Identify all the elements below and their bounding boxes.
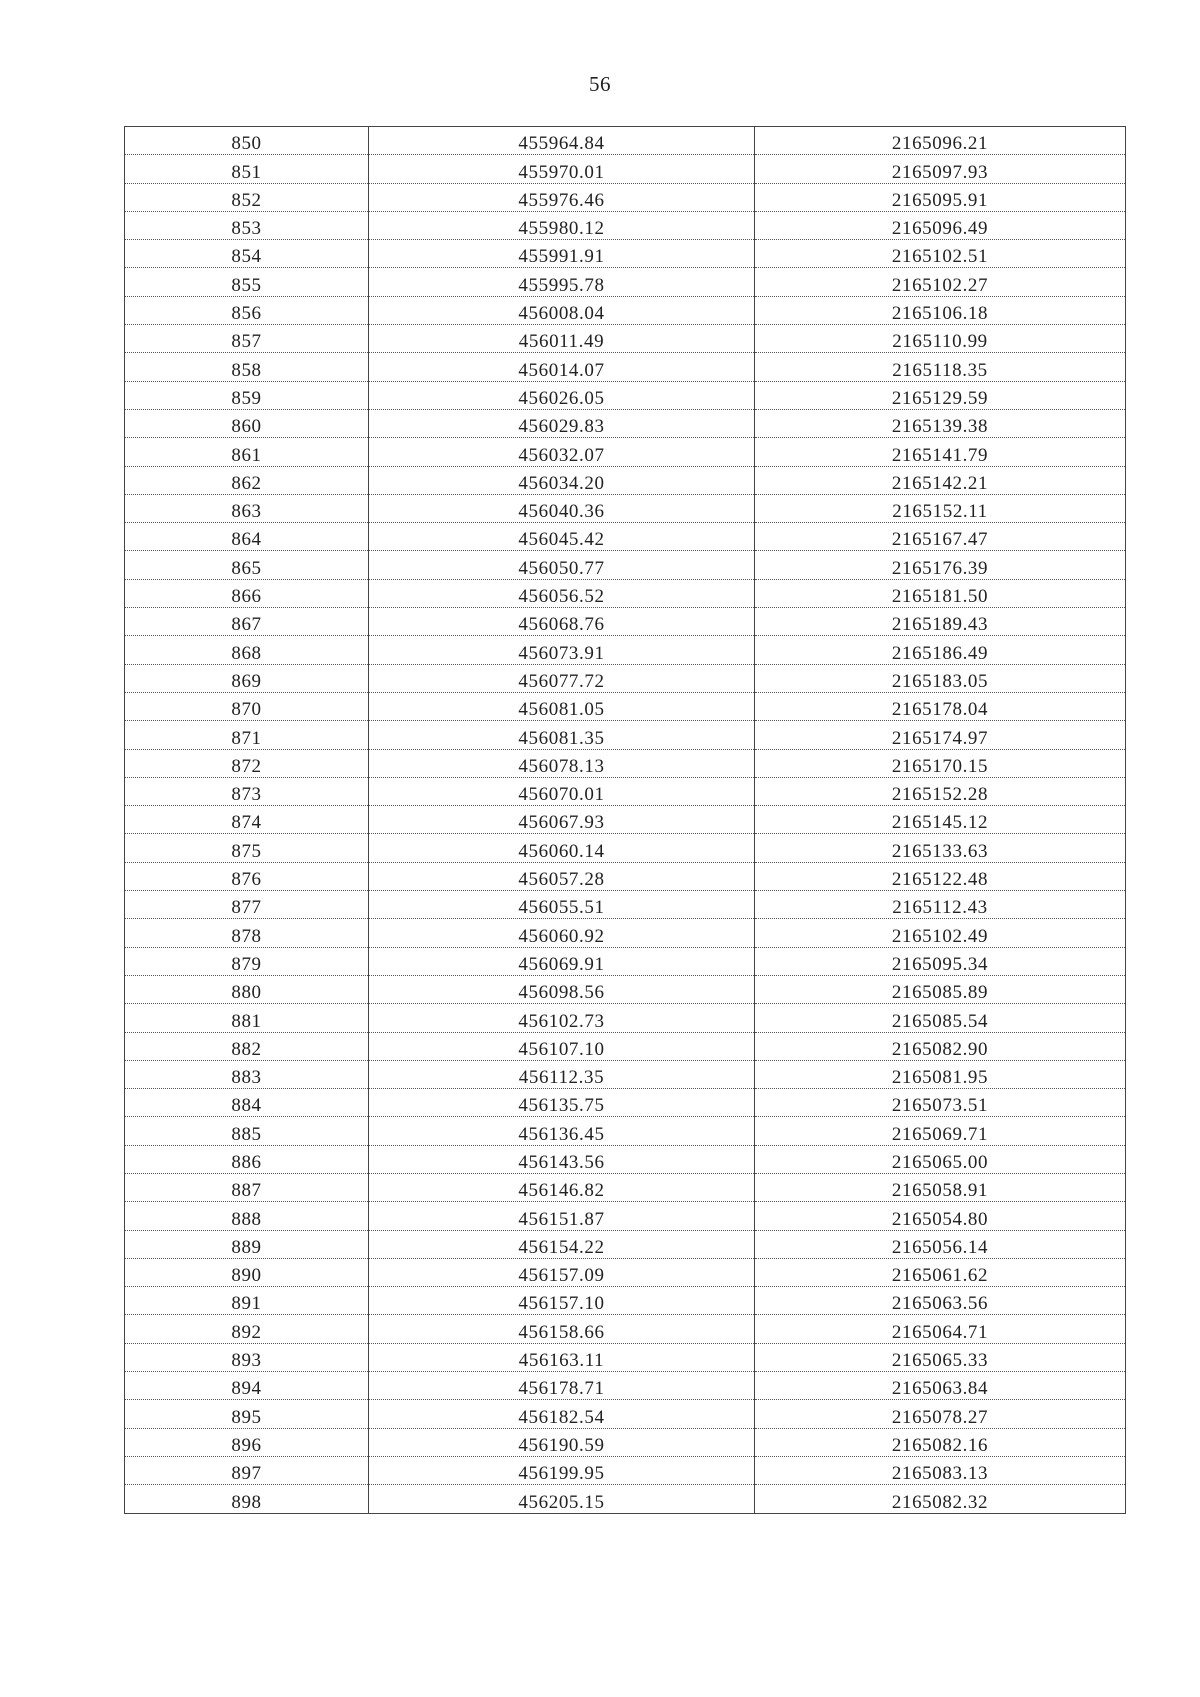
x-coordinate-cell: 456026.05	[369, 381, 755, 409]
table-row	[125, 353, 1126, 381]
x-coordinate-cell: 456050.77	[369, 551, 755, 579]
table-row	[125, 919, 1126, 947]
table-row	[125, 749, 1126, 777]
x-coordinate-cell: 456135.75	[369, 1089, 755, 1117]
point-number-cell: 859	[125, 381, 369, 409]
y-coordinate-cell: 2165085.89	[755, 975, 1126, 1003]
y-coordinate-cell: 2165095.91	[755, 183, 1126, 211]
y-coordinate-cell: 2165152.28	[755, 777, 1126, 805]
y-coordinate-cell: 2165122.48	[755, 862, 1126, 890]
table-row	[125, 806, 1126, 834]
x-coordinate-cell: 456032.07	[369, 438, 755, 466]
x-coordinate-cell: 456146.82	[369, 1173, 755, 1201]
table-row	[125, 523, 1126, 551]
x-coordinate-cell: 456136.45	[369, 1117, 755, 1145]
point-number-cell: 868	[125, 636, 369, 664]
y-coordinate-cell: 2165063.84	[755, 1372, 1126, 1400]
table-row	[125, 551, 1126, 579]
x-coordinate-cell: 456157.10	[369, 1287, 755, 1315]
table-row	[125, 1145, 1126, 1173]
y-coordinate-cell: 2165139.38	[755, 409, 1126, 437]
point-number-cell: 871	[125, 721, 369, 749]
point-number-cell: 881	[125, 1004, 369, 1032]
y-coordinate-cell: 2165112.43	[755, 891, 1126, 919]
x-coordinate-cell: 455970.01	[369, 155, 755, 183]
page-number: 56	[589, 72, 611, 96]
x-coordinate-cell: 456011.49	[369, 325, 755, 353]
x-coordinate-cell: 456045.42	[369, 523, 755, 551]
table-row	[125, 494, 1126, 522]
table-row	[125, 466, 1126, 494]
y-coordinate-cell: 2165141.79	[755, 438, 1126, 466]
x-coordinate-cell: 456205.15	[369, 1485, 755, 1513]
point-number-cell: 867	[125, 608, 369, 636]
x-coordinate-cell: 456040.36	[369, 494, 755, 522]
x-coordinate-cell: 456077.72	[369, 664, 755, 692]
table-row	[125, 1004, 1126, 1032]
coordinates-table	[124, 126, 1126, 1514]
table-row	[125, 1428, 1126, 1456]
x-coordinate-cell: 456143.56	[369, 1145, 755, 1173]
x-coordinate-cell: 456107.10	[369, 1032, 755, 1060]
x-coordinate-cell: 456029.83	[369, 409, 755, 437]
point-number-cell: 866	[125, 579, 369, 607]
point-number-cell: 864	[125, 523, 369, 551]
table-row	[125, 834, 1126, 862]
x-coordinate-cell: 456070.01	[369, 777, 755, 805]
table-row	[125, 1485, 1126, 1513]
x-coordinate-cell: 455995.78	[369, 268, 755, 296]
point-number-cell: 898	[125, 1485, 369, 1513]
table-row	[125, 721, 1126, 749]
x-coordinate-cell: 456154.22	[369, 1230, 755, 1258]
x-coordinate-cell: 456081.05	[369, 692, 755, 720]
y-coordinate-cell: 2165152.11	[755, 494, 1126, 522]
point-number-cell: 873	[125, 777, 369, 805]
point-number-cell: 850	[125, 127, 369, 155]
x-coordinate-cell: 456073.91	[369, 636, 755, 664]
x-coordinate-cell: 456078.13	[369, 749, 755, 777]
x-coordinate-cell: 456178.71	[369, 1372, 755, 1400]
y-coordinate-cell: 2165096.21	[755, 127, 1126, 155]
table-row	[125, 1089, 1126, 1117]
point-number-cell: 860	[125, 409, 369, 437]
table-row	[125, 155, 1126, 183]
x-coordinate-cell: 456199.95	[369, 1456, 755, 1484]
x-coordinate-cell: 456008.04	[369, 296, 755, 324]
y-coordinate-cell: 2165064.71	[755, 1315, 1126, 1343]
point-number-cell: 885	[125, 1117, 369, 1145]
x-coordinate-cell: 456067.93	[369, 806, 755, 834]
table-row	[125, 1287, 1126, 1315]
point-number-cell: 858	[125, 353, 369, 381]
x-coordinate-cell: 456112.35	[369, 1060, 755, 1088]
x-coordinate-cell: 456163.11	[369, 1343, 755, 1371]
point-number-cell: 872	[125, 749, 369, 777]
point-number-cell: 875	[125, 834, 369, 862]
point-number-cell: 874	[125, 806, 369, 834]
point-number-cell: 877	[125, 891, 369, 919]
y-coordinate-cell: 2165174.97	[755, 721, 1126, 749]
table-row	[125, 127, 1126, 155]
y-coordinate-cell: 2165178.04	[755, 692, 1126, 720]
x-coordinate-cell: 456182.54	[369, 1400, 755, 1428]
point-number-cell: 897	[125, 1456, 369, 1484]
y-coordinate-cell: 2165167.47	[755, 523, 1126, 551]
point-number-cell: 855	[125, 268, 369, 296]
y-coordinate-cell: 2165085.54	[755, 1004, 1126, 1032]
y-coordinate-cell: 2165054.80	[755, 1202, 1126, 1230]
x-coordinate-cell: 456060.14	[369, 834, 755, 862]
x-coordinate-cell: 456056.52	[369, 579, 755, 607]
table-row	[125, 438, 1126, 466]
table-row	[125, 608, 1126, 636]
y-coordinate-cell: 2165145.12	[755, 806, 1126, 834]
x-coordinate-cell: 456098.56	[369, 975, 755, 1003]
point-number-cell: 876	[125, 862, 369, 890]
point-number-cell: 891	[125, 1287, 369, 1315]
point-number-cell: 884	[125, 1089, 369, 1117]
table-row	[125, 1400, 1126, 1428]
point-number-cell: 863	[125, 494, 369, 522]
y-coordinate-cell: 2165129.59	[755, 381, 1126, 409]
table-row	[125, 183, 1126, 211]
point-number-cell: 880	[125, 975, 369, 1003]
table-row	[125, 1032, 1126, 1060]
x-coordinate-cell: 456068.76	[369, 608, 755, 636]
table-row	[125, 1456, 1126, 1484]
y-coordinate-cell: 2165065.33	[755, 1343, 1126, 1371]
y-coordinate-cell: 2165118.35	[755, 353, 1126, 381]
point-number-cell: 853	[125, 211, 369, 239]
y-coordinate-cell: 2165095.34	[755, 947, 1126, 975]
y-coordinate-cell: 2165069.71	[755, 1117, 1126, 1145]
y-coordinate-cell: 2165133.63	[755, 834, 1126, 862]
table-row	[125, 692, 1126, 720]
table-row	[125, 1202, 1126, 1230]
y-coordinate-cell: 2165176.39	[755, 551, 1126, 579]
point-number-cell: 889	[125, 1230, 369, 1258]
table-row	[125, 1230, 1126, 1258]
x-coordinate-cell: 456157.09	[369, 1258, 755, 1286]
y-coordinate-cell: 2165082.90	[755, 1032, 1126, 1060]
table-row	[125, 636, 1126, 664]
point-number-cell: 892	[125, 1315, 369, 1343]
y-coordinate-cell: 2165082.32	[755, 1485, 1126, 1513]
y-coordinate-cell: 2165096.49	[755, 211, 1126, 239]
y-coordinate-cell: 2165083.13	[755, 1456, 1126, 1484]
point-number-cell: 894	[125, 1372, 369, 1400]
table-row	[125, 240, 1126, 268]
table-row	[125, 1343, 1126, 1371]
y-coordinate-cell: 2165073.51	[755, 1089, 1126, 1117]
x-coordinate-cell: 456055.51	[369, 891, 755, 919]
y-coordinate-cell: 2165110.99	[755, 325, 1126, 353]
y-coordinate-cell: 2165181.50	[755, 579, 1126, 607]
point-number-cell: 887	[125, 1173, 369, 1201]
y-coordinate-cell: 2165102.51	[755, 240, 1126, 268]
table-row	[125, 664, 1126, 692]
point-number-cell: 857	[125, 325, 369, 353]
x-coordinate-cell: 456151.87	[369, 1202, 755, 1230]
x-coordinate-cell: 456190.59	[369, 1428, 755, 1456]
y-coordinate-cell: 2165097.93	[755, 155, 1126, 183]
table-row	[125, 975, 1126, 1003]
y-coordinate-cell: 2165082.16	[755, 1428, 1126, 1456]
table-row	[125, 296, 1126, 324]
point-number-cell: 895	[125, 1400, 369, 1428]
point-number-cell: 896	[125, 1428, 369, 1456]
point-number-cell: 893	[125, 1343, 369, 1371]
y-coordinate-cell: 2165063.56	[755, 1287, 1126, 1315]
x-coordinate-cell: 456069.91	[369, 947, 755, 975]
point-number-cell: 869	[125, 664, 369, 692]
y-coordinate-cell: 2165102.49	[755, 919, 1126, 947]
y-coordinate-cell: 2165061.62	[755, 1258, 1126, 1286]
point-number-cell: 865	[125, 551, 369, 579]
table-row	[125, 268, 1126, 296]
point-number-cell: 856	[125, 296, 369, 324]
point-number-cell: 861	[125, 438, 369, 466]
table-row	[125, 1060, 1126, 1088]
table-row	[125, 891, 1126, 919]
table-row	[125, 409, 1126, 437]
point-number-cell: 886	[125, 1145, 369, 1173]
y-coordinate-cell: 2165142.21	[755, 466, 1126, 494]
y-coordinate-cell: 2165078.27	[755, 1400, 1126, 1428]
table-row	[125, 862, 1126, 890]
point-number-cell: 883	[125, 1060, 369, 1088]
x-coordinate-cell: 455991.91	[369, 240, 755, 268]
point-number-cell: 878	[125, 919, 369, 947]
table-row	[125, 777, 1126, 805]
y-coordinate-cell: 2165183.05	[755, 664, 1126, 692]
table-row	[125, 381, 1126, 409]
x-coordinate-cell: 455964.84	[369, 127, 755, 155]
y-coordinate-cell: 2165189.43	[755, 608, 1126, 636]
x-coordinate-cell: 456060.92	[369, 919, 755, 947]
y-coordinate-cell: 2165058.91	[755, 1173, 1126, 1201]
y-coordinate-cell: 2165186.49	[755, 636, 1126, 664]
table-row	[125, 1315, 1126, 1343]
point-number-cell: 854	[125, 240, 369, 268]
table-row	[125, 1173, 1126, 1201]
table-row	[125, 1117, 1126, 1145]
point-number-cell: 882	[125, 1032, 369, 1060]
point-number-cell: 890	[125, 1258, 369, 1286]
x-coordinate-cell: 455980.12	[369, 211, 755, 239]
table-row	[125, 1372, 1126, 1400]
point-number-cell: 852	[125, 183, 369, 211]
point-number-cell: 862	[125, 466, 369, 494]
point-number-cell: 888	[125, 1202, 369, 1230]
table-row	[125, 325, 1126, 353]
table-row	[125, 579, 1126, 607]
x-coordinate-cell: 456014.07	[369, 353, 755, 381]
y-coordinate-cell: 2165065.00	[755, 1145, 1126, 1173]
x-coordinate-cell: 456102.73	[369, 1004, 755, 1032]
point-number-cell: 870	[125, 692, 369, 720]
table-row	[125, 211, 1126, 239]
x-coordinate-cell: 456158.66	[369, 1315, 755, 1343]
x-coordinate-cell: 456034.20	[369, 466, 755, 494]
y-coordinate-cell: 2165170.15	[755, 749, 1126, 777]
point-number-cell: 851	[125, 155, 369, 183]
y-coordinate-cell: 2165081.95	[755, 1060, 1126, 1088]
point-number-cell: 879	[125, 947, 369, 975]
table-row	[125, 947, 1126, 975]
x-coordinate-cell: 456057.28	[369, 862, 755, 890]
x-coordinate-cell: 455976.46	[369, 183, 755, 211]
coordinates-table-body	[125, 127, 1126, 1514]
x-coordinate-cell: 456081.35	[369, 721, 755, 749]
table-row	[125, 1258, 1126, 1286]
y-coordinate-cell: 2165056.14	[755, 1230, 1126, 1258]
y-coordinate-cell: 2165106.18	[755, 296, 1126, 324]
y-coordinate-cell: 2165102.27	[755, 268, 1126, 296]
